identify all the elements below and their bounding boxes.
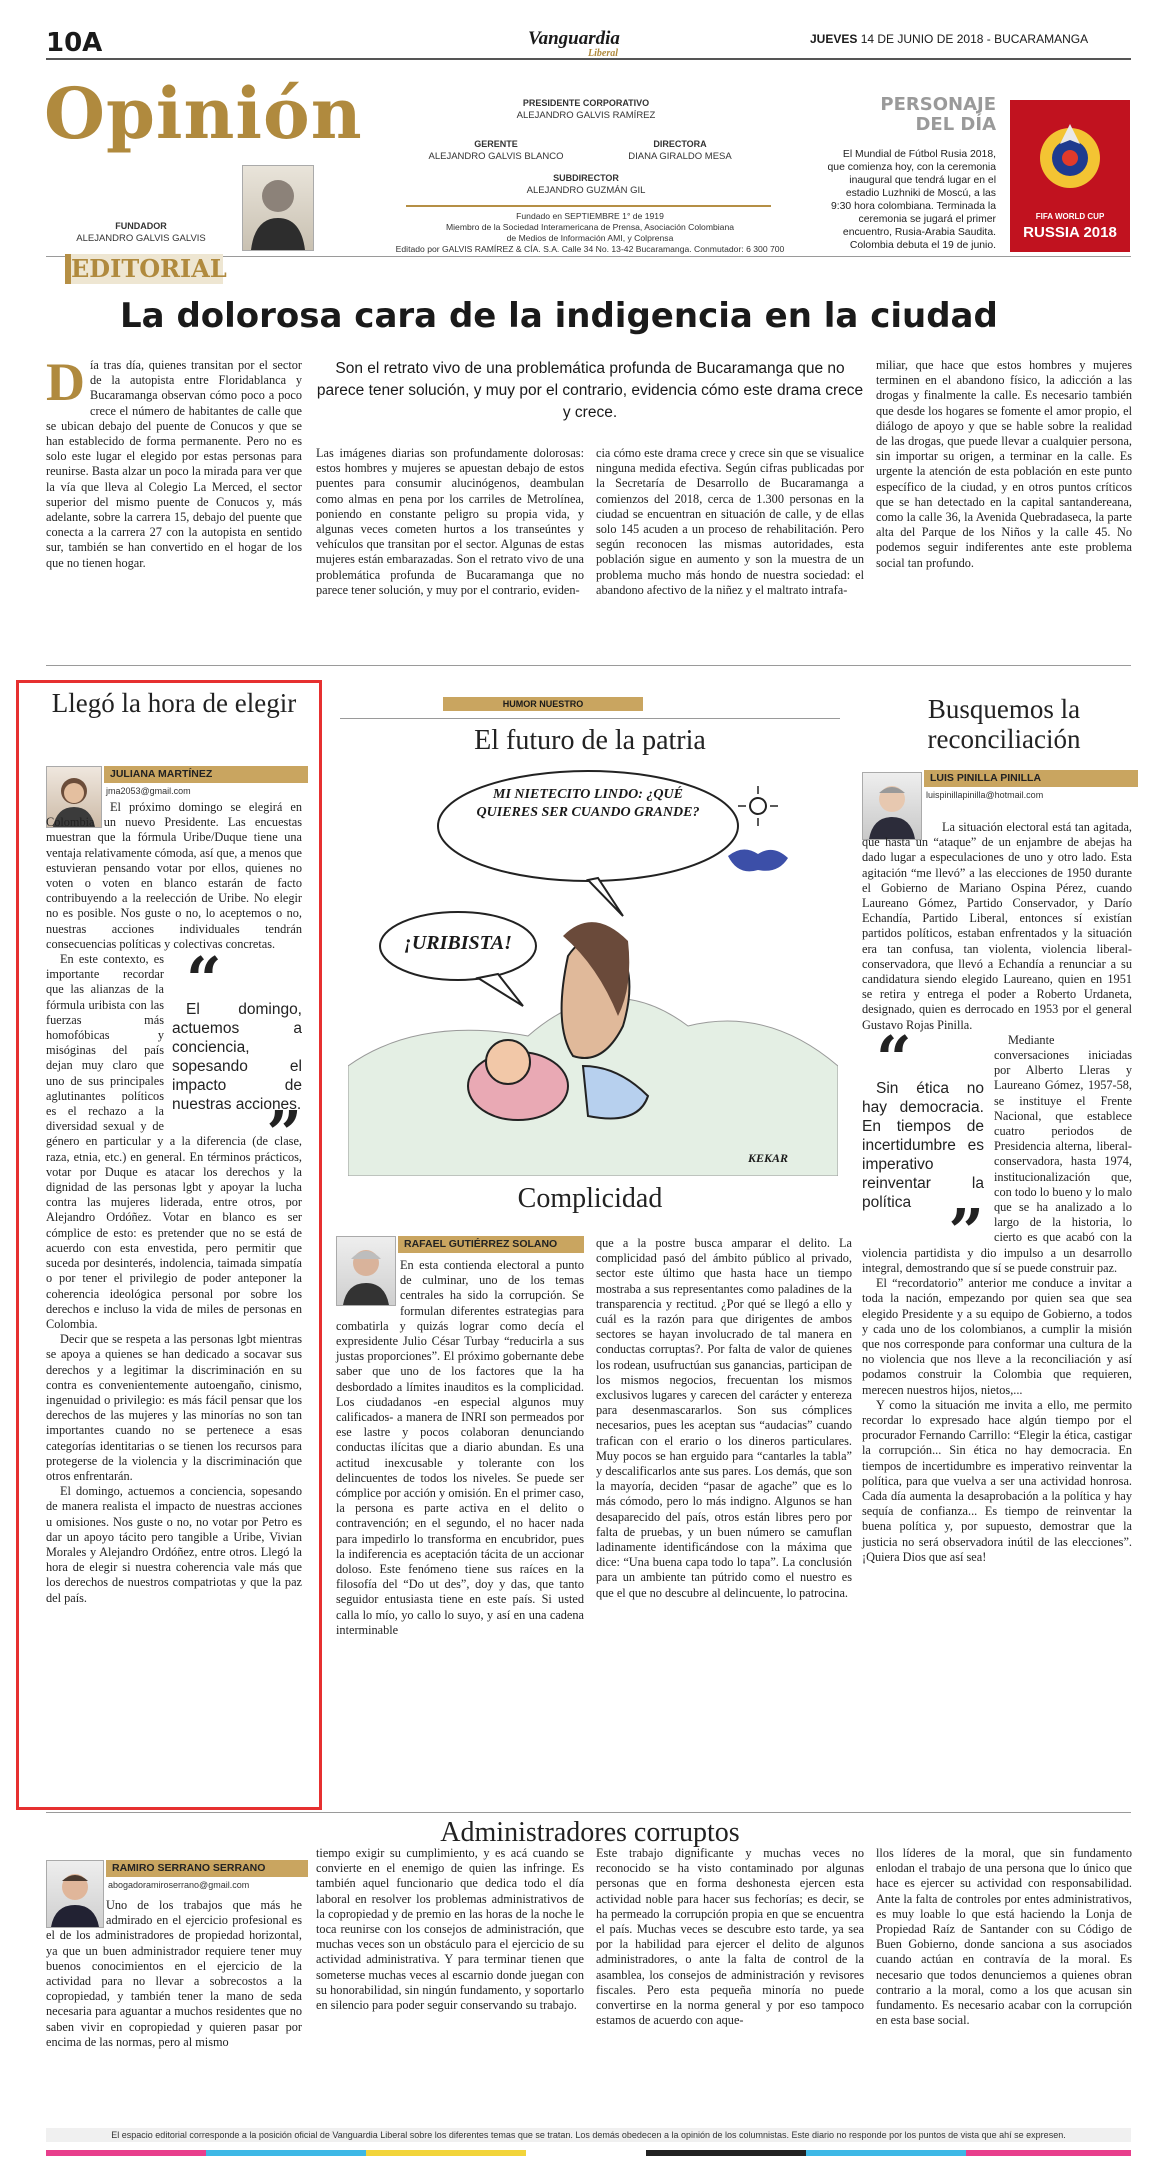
- right-column-title: Busquemos la reconciliación: [927, 694, 1081, 754]
- admin-title: Administradores corruptos: [440, 1817, 740, 1848]
- gerente-block: [406, 138, 586, 163]
- left-p2: [46, 943, 302, 1332]
- directora-block: [590, 138, 770, 163]
- complicidad-col-1-text: En esta contienda electoral a punto de culminar, uno de los temas centrales ha sido la corrupción. Se formulan diferentes estrategias para combatirla y quizás lograr como decía el expresidente Julio César Turbay “reducirla a sus justas proporciones”. El próximo gobernante debe saber que uno de los factores que la ha desbordado a límites inauditos es la complicidad. Los ciudadanos -en especial algunos muy calificados- a manera de INRI son permeados por ese lastre y pocos colaboran denunciando conductas ilícitas que a diario abundan. Es una actitud inexcusable y tolerante con los delincuentes de todos los niveles. Se puede ser cómplice por acción y omisión. En el primer caso, la persona es parte activa en el delito o contravención; en el segundo, el no hacer nada para impedirlo lo transforma en encubridor, pues la indiferencia es aceptación tácita de un accionar doloso. Este fenómeno tiene sus raíces en la filosofía del “Do ut des”, doy y das, que tanto seguidor entusiasta tiene en este país. Si usted calla lo mío, yo callo lo suyo, y así en una cadena interminable: [336, 1258, 584, 1637]
- rafael-photo-spacer: [336, 1258, 400, 1310]
- right-p2: [862, 1021, 1132, 1276]
- right-pullquote: [862, 1021, 984, 1268]
- left-column-title: Llegó la hora de elegir: [51, 688, 297, 718]
- juliana-author-bar: JULIANA MARTÍNEZ: [104, 766, 308, 783]
- masthead-info: [380, 211, 800, 255]
- editorial-tab-label: EDITORIAL: [71, 254, 227, 283]
- color-bar-magenta: [46, 2150, 206, 2156]
- founder-label: FUNDADOR: [115, 221, 167, 231]
- right-quote-close-icon: ”: [948, 1194, 984, 1268]
- miembro-text-2: de Medios de Información AMI, y Colprensa: [506, 233, 674, 243]
- dateline: [810, 32, 1088, 46]
- brand-sub: Liberal: [588, 48, 618, 59]
- luis-email: luispinillapinilla@hotmail.com: [926, 790, 1044, 800]
- gerente-name: ALEJANDRO GALVIS BLANCO: [428, 151, 564, 162]
- personaje-label: [870, 95, 996, 135]
- left-p2-text: En este contexto, es importante recordar que las alianzas de la fórmula uribista con las fuerzas más homofóbicas y misóginas del país dejan muy claro que uno de sus principales aglutinantes políticos es el rechazo a la diversidad sexual y de género en particular y a la diferencia (de clase, raza, etnia, etc.) en general. En términos prácticos, votar por Duque es atacar los derechos y la dignidad de las personas lgbt y apoyar la lucha contra las mujeres liderada, entre otros, por Alejandro Ordóñez. Votar en blanco es ser cómplice de esto: es pretender que no se está de acuerdo con esta envestida, pero permitir que suceda por desinterés, indolencia, taimada simpatía o por tener el privilegio de poder anteponer la coherencia ideológica personal por sobre los derechos e incluso la vida de miles de personas en Colombia.: [46, 952, 302, 1331]
- cartoon-signature: KEKAR: [748, 1151, 789, 1165]
- directora-label: DIRECTORA: [653, 139, 707, 149]
- cartoon-bubble-2: ¡URIBISTA!: [404, 932, 512, 954]
- masthead: [406, 97, 766, 122]
- right-p2-text: Mediante conversaciones iniciadas por Alberto Lleras y Laureano Gómez, 1957-58, se instituye el Frente Nacional, que establece cuatro periodos de Presidencia alterna, liberal-conservadora, hasta 1974, institucionalización que, con todo lo bueno y lo malo que se ha analizado a lo largo de la historia, lo cierto es que acabó con la violencia partidista y dio impulso a un desarrollo integral, demostrando que sí se puede construir paz.: [862, 1032, 1132, 1275]
- cartoon-image: [348, 766, 838, 1176]
- left-pullquote: [172, 943, 302, 1171]
- luis-author-bar: LUIS PINILLA PINILLA: [924, 770, 1138, 787]
- left-quote-text: El domingo, actuemos a conciencia, sopesando el impacto de nuestras acciones.: [172, 1001, 302, 1114]
- editorial-headline: La dolorosa cara de la indigencia en la ciudad: [120, 296, 998, 336]
- right-column-body: [862, 820, 1132, 1565]
- left-p4: El domingo, actuemos a conciencia, sopesando de manera realista el impacto de nuestras acciones u omisiones. Nos guste o no, no votar por Petro es dar un apoyo tácito pero tangible a Uribe, Vivian Morales y Alejandro Ordóñez, entre otros. Llegó la hora de elegir si nuestra coherencia vale más que los derechos de nuestros compatriotas y que la paz del país.: [46, 1484, 302, 1605]
- color-bar-cyan: [206, 2150, 366, 2156]
- ramiro-email: abogadoramiroserrano@gmail.com: [108, 1880, 250, 1890]
- section-title: Opinión: [44, 72, 363, 155]
- logo-line-1: FIFA WORLD CUP: [1035, 212, 1105, 221]
- complicidad-col-2: que a la postre busca amparar el delito. La complicidad pasó del ámbito público al privado, sector este último que hasta hace un tiempo mostraba a sus representantes como paladines de la transparencia y rectitud. ¿Por qué se llegó a ello y cuál es la razón para que dirigentes de ambos sectores se hayan involucrado de tal manera en conductas corruptas?. Por falta de valor de quienes los rodean, usufructúan sus ganancias, participan de los mismos negocios, frecuentan los mismos exclusivos lugares y carecen del carácter y entereza para desenmascararlos. Son sus cómplices necesarios, pues les aceptan sus “audacias” cuando trafican con el erario o los dineros particulares. Muy pocos se han erguido para “cantarles la tabla” y descalificarlos ante sus pares. Los demás, que son la mayoría, deciden “pasar de agache” que es lo más cómodo, pero lo más indigno. Algunos se han desaparecido del país, otros están libres pero por falta de pruebas, y un buen número se camuflan ladinamente identificándose con la máxima que dice: “Una buena capa todo lo tapa”. La conclusión para un ambiente tan pútrido como el nuestro es que el que no descubre al delincuente, lo patrocina.: [596, 1236, 852, 1600]
- color-bar-yellow: [366, 2150, 526, 2156]
- masthead-rule: [406, 205, 771, 207]
- subdirector-name: ALEJANDRO GUZMÁN GIL: [526, 185, 646, 196]
- left-quote-close-icon: ”: [266, 1097, 302, 1171]
- admin-top-rule: [46, 1812, 1131, 1813]
- editorial-col-3: cia cómo este drama crece y crece sin que se visualice ninguna medida efectiva. Según cifras publicadas por la Secretaría de Desarrollo de Bucaramanga a comienzos del 2018, cerca de 1.300 personas en la ciudad se encuentran en situación de calle, y de ellas solo 145 acuden a un proceso de rehabilitación. Pero según reconocen las mismas autoridades, esta población sigue en aumento y son la muestra de un problema mucho más hondo de nuestra sociedad: el abandono afectivo de la niñez y el maltrato intrafa-: [596, 446, 864, 597]
- subdirector-block: [406, 172, 766, 197]
- date-rest: 14 DE JUNIO DE 2018 - BUCARAMANGA: [860, 32, 1089, 46]
- left-column-body: [46, 800, 302, 1606]
- admin-col-3: Este trabajo dignificante y muchas veces no reconocido se ha visto contaminado por algunas personas que en forma deshonesta ejercen esta actividad noble para hacer sus fechorías; es decir, se ha permeado la corrupción propia en que se encuentra el país. Muchas veces se descubre esto tarde, ya sea por la habilidad para ejercer el delito de algunos administradores, o ante la falta de control de la asamblea, los consejos de administración y revisores fiscales. Pero esta pequeña minoría no puede convertirse en la norma general y por eso tampoco estamos de acuerdo con aque-: [596, 1846, 864, 2028]
- right-p1: La situación electoral está tan agitada, que hasta un “ataque” de un enjambre de abejas ha dado lugar a especulaciones de uno y otro lado. Esta agitación “me llevó” a las elecciones de 1950 durante el Gobierno de Mariano Ospina Pérez, cuando Laureano Gómez, Partido Conservador, y Darío Echandía, Partido Liberal, entonces sí existían partidos políticos, estaban enfrentados y la situación era tan confusa, tan violenta, violencia liberal-conservadora, que llevó a Echandía a renunciar a su candidatura siendo elegido Laureano, quien en 1951 se retira y entrega el poder a Roberto Urdaneta, designado, quien es derrocado en 1953 por el general Gustavo Rojas Pinilla.: [862, 820, 1132, 1032]
- logo-line-2: RUSSIA 2018: [1023, 224, 1117, 241]
- personaje-text: El Mundial de Fútbol Rusia 2018, que comienza hoy, con la ceremonia inaugural que tendrá lugar en el estadio Luzhniki de Moscú, a las 9:30 hora colombiana. Terminada la ceremonia se jugará el primer encuentro, Rusia-Arabia Saudita. Colombia debuta el 19 de junio.: [827, 149, 996, 251]
- color-bar-black: [646, 2150, 806, 2156]
- editorial-tab: [65, 254, 227, 284]
- right-p4: Y como la situación me invita a ello, me permito recordar lo expresado hace algún tiempo por el procurador Fernando Carrillo: “Elegir la ética, castigar la corrupción... Sin ética no hay democracia. En tiempos de incertidumbre es imperativo reinventar la política, para que vuelva a ser una actividad honrosa. Cada día aumenta la desaprobación a la política y hay sequía de confianza... Es tiempo de reinventar la buena política y, por supuesto, demostrar que la justicia no será observadora inútil de las elecciones”. ¡Quiera Dios que así sea!: [862, 1397, 1132, 1564]
- editado-text: Editado por GALVIS RAMÍREZ & CÍA. S.A. Calle 34 No. 13-42 Bucaramanga. Conmutador: 6 300 700: [395, 244, 785, 254]
- editorial-bottom-rule: [46, 665, 1131, 666]
- gerente-label: GERENTE: [474, 139, 518, 149]
- right-p3: El “recordatorio” anterior me conduce a invitar a toda la nación, empezando por quien sea que sea elegido Presidente y a su equipo de Gobierno, a todos y cada uno de los colombianos, a cumplir la misión que nos corresponde para conformar una cultura de la no violencia que nos lleve a la reconciliación y así podamos construir la Colombia que requieren, merecen nuestros hijos, nietos,...: [862, 1276, 1132, 1397]
- cartoon-title: El futuro de la patria: [474, 725, 706, 756]
- footer-disclaimer: El espacio editorial corresponde a la posición oficial de Vanguardia Liberal sobre los diferentes temas que se tratan. Los demás obedecen a la opinión de los columnistas. Este diario no responde por los puntos de vista que ahí se expresen.: [46, 2128, 1131, 2142]
- left-quote-open-icon: “: [186, 943, 222, 1017]
- admin-col-1-text: Uno de los trabajos que más he admirado en el ejercicio profesional es el de los administradores de propiedad horizontal, ya que un buen administrador requiere tener muy buenos conocimientos en el ejercicio de la actividad para no llevar a sobrecostos a la copropiedad, y también tener la mano de seda necesaria para aguantar a muchos residentes que no saben vivir en copropiedad y quieren pasar por encima de las normas, pero al mismo: [46, 1898, 302, 2049]
- founder-block: [46, 220, 236, 245]
- miembro-text: Miembro de la Sociedad Interamericana de Prensa, Asociación Colombiana: [445, 222, 735, 232]
- fundado-text: Fundado en SEPTIEMBRE 1° de 1919: [516, 211, 664, 221]
- pres-name: ALEJANDRO GALVIS RAMÍREZ: [516, 110, 656, 121]
- cartoon-section-label: HUMOR NUESTRO: [443, 697, 643, 711]
- rafael-author-bar: RAFAEL GUTIÉRREZ SOLANO: [398, 1236, 584, 1253]
- admin-col-1: [46, 1898, 302, 2050]
- date-day: JUEVES: [810, 32, 858, 46]
- editorial-col-4: miliar, que hace que estos hombres y mujeres terminen en el abandono físico, la adicción a las drogas y finalmente la calle. Es necesario también que desde los hogares se fomente el amor propio, el diálogo de apoyo y que se hable sobre la realidad de las drogas, que puede llevar a cualquier persona, sin importar su origen, a terminar en la calle. Es urgente la atención de esta población en este punto específico de la ciudad, y en otros puntos críticos que se han detectado en la capital santandereana, como la calle 36, la Avenida Quebradaseca, la parte alta del Parque de los Niños y la calle 45. No podemos seguir indiferentes ante este problema social tan profundo.: [876, 358, 1132, 570]
- dropcap: D: [46, 352, 85, 412]
- admin-col-4: llos líderes de la moral, que sin fundamento enlodan el trabajo de una persona que lo único que hace es ejercer su actividad con responsabilidad. Ante la falta de controles por entes administrativos, es muy loable lo que está haciendo la Lonja de Propiedad Raíz de Santander con su Código de Buen Gobierno, donde sanciona a sus asociados cuando actúan en contravía de la moral. Es necesario que todos denunciemos a quienes obran contrario a la moral, como a los que acusan sin fundamento. Es necesario acabar con la corrupción en esta base social.: [876, 1846, 1132, 2028]
- juliana-email: jma2053@gmail.com: [106, 786, 191, 796]
- complicidad-col-1: [336, 1258, 584, 1638]
- color-bar-magenta-2: [966, 2150, 1131, 2156]
- founder-name: ALEJANDRO GALVIS GALVIS: [76, 233, 206, 244]
- founder-photo: [242, 165, 314, 251]
- editorial-col-2: Las imágenes diarias son profundamente dolorosas: estos hombres y mujeres se apuestan debajo de estos puentes para consumir alucinógenos, deambulan como almas en pena por los carriles de Metrolínea, poniendo en constante peligro su propia vida, y algunas veces cometen hurtos a los transeúntes y vehículos que transitan por el sector. Algunas de estas mujeres están embarazadas. Son el retrato vivo de una problemática profunda de Bucaramanga que no parece tener solución, y muy por el contrario, eviden-: [316, 446, 584, 597]
- cartoon-rule: [340, 718, 840, 719]
- editorial-lead: Son el retrato vivo de una problemática profunda de Bucaramanga que no parece tener solución, y muy por el contrario, evidencia cómo este drama crece y crece.: [316, 360, 864, 421]
- personaje-label-1: PERSONAJE: [880, 94, 996, 115]
- editorial-col-1-text: ía tras día, quienes transitan por el sector de la autopista entre Floridablanca y Bucaramanga observan cómo poco a poco crece el número de habitantes de calle que se ubican debajo del puente de Conucos y que se han establecido de forma permanente. Pero no es solo este lugar el elegido por estas personas para reunirse. Basta alzar un poco la mirada para ver que la vía que lleva al Colegio La Merced, el sector superior del mismo puente de Conucos y, más adelante, sobre la carrera 15, debajo del puente que conecta a la carrera 27 con la autopista en sentido sur, también se han convertido en el hogar de los que no tienen hogar.: [46, 358, 302, 570]
- right-quote-text: Sin ética no hay democracia. En tiempos de incertidumbre es imperativo reinventar la política: [862, 1079, 984, 1211]
- admin-col-2: tiempo exigir su cumplimiento, y es acá cuando se convierte en el enemigo de quien las infringe. Es también aquel funcionario que dedica todo el día laboral en resolver los problemas administrativos de la copropiedad y de premio en las horas de la noche le toca reunirse con los consejos de administración, que muchas veces son un obstáculo para el ejercicio de su actividad administrativa. Y para terminar tienen que someterse muchas veces al escarnio donde juegan con su honorabilidad, sin ningún fundamento, y soportarlo en silencio para poder seguir conservando su trabajo.: [316, 1846, 584, 2013]
- ramiro-photo-spacer: [46, 1898, 106, 1928]
- ramiro-author-bar: RAMIRO SERRANO SERRANO: [106, 1860, 308, 1877]
- left-p1: El próximo domingo se elegirá en Colombia un nuevo Presidente. Las encuestas muestran que la fórmula Uribe/Duque tiene una ventaja relativamente cómoda, así que, a menos que estuvieran pensando votar por ellos, quienes no voten o voten en blanco estarán de facto contribuyendo a la reelección de Uribe. No elegir no es posible. Nos guste o no, lo aceptemos o no, nuestras acciones individuales tendrán consecuencias políticas y colectivas concretas.: [46, 800, 302, 951]
- complicidad-title: Complicidad: [517, 1183, 663, 1214]
- cartoon-bubble-1: MI NIETECITO LINDO: ¿QUÉ QUIERES SER CUANDO GRANDE?: [476, 787, 700, 820]
- directora-name: DIANA GIRALDO MESA: [628, 151, 732, 162]
- pres-label: PRESIDENTE CORPORATIVO: [522, 98, 650, 108]
- subdirector-label: SUBDIRECTOR: [553, 173, 619, 183]
- left-p3: Decir que se respeta a las personas lgbt mientras se apoya a quienes se han dedicado a socavar sus derechos y a legitimar la discriminación en su contra es convenientemente autoengaño, cinismo, ingenuidad o privilegio: es más fácil pensar que los derechos de las mujeres y las minorías no son tan importantes cuando no se pertenece a esas categorías identitarias o se tienen los recursos para protegerse de la violencia y la discriminación que otros enfrentarán.: [46, 1332, 302, 1483]
- page-number: 10A: [46, 28, 103, 58]
- brand-logo: Vanguardia: [528, 28, 620, 49]
- right-quote-open-icon: “: [876, 1021, 912, 1095]
- color-bar-cyan-2: [806, 2150, 966, 2156]
- personaje-label-2: DEL DÍA: [915, 114, 996, 135]
- world-cup-logo: [1010, 100, 1130, 252]
- editorial-col-1: [46, 352, 302, 571]
